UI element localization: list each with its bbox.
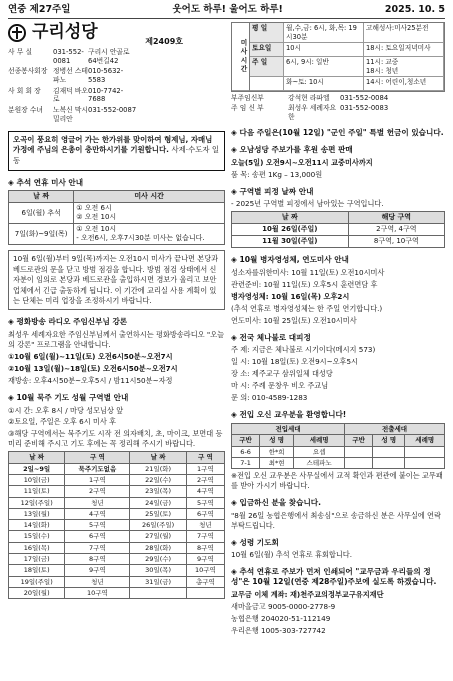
chuseok-mass-table: 날 짜 미사 시간 6일(월) 추석 ① 오전 6시 ② 오전 10시 7일(화)~9일(목) ① 오전 10시 - 오전6시, 오후7시30분 미사는 없습니다. [8,190,225,245]
welcome-title: ◈ 전입 오신 교우분을 환영합니다! [231,410,347,420]
prayer-title: ◈ 성령 기도회 [231,537,279,547]
staff-contacts: 부주임신부 강석현 라파엘 031-552-0084 주 임 신 부 최성우 세례자요한 031-552-0083 [231,94,389,121]
church-name: 구리성당 [32,22,98,43]
bulletin-motto: 웃어도 하루! 울어도 하루! [172,4,283,15]
liturgical-week: 연중 제27주일 [8,4,71,15]
sick-communion-title: ◈ 10월 병자영성체, 연도미사 안내 [231,255,349,265]
cross-logo-icon [8,24,26,42]
holiday-greeting: 오곡이 풍요히 영글어 가는 한가위를 맞이하여 형제님, 자매님 가정에 주님의 은총이 충만하시기를 기원합니다. 사제·수도자 일동 [8,131,225,171]
church-header [8,22,225,44]
rosary-table: 날 짜 구 역 날 짜 구 역 2일~9일 묵주기도없음 21일(화) 1구역 10일(금) 1구역 22일(수) 2구역 11일(토) 2구역 23일(목) 4구역 12일(주일) 청년 24일(금) 5구역 13일(월) 4구역 25일(토) 6구역 14일(화) 5구역 26일(주일) 청년 15일(수) 6구역 27일(월) 7구역 16일(목) 7구역 28일(화) 8구역 17일(금) 8구역 29일(수) 9구역 18일(토) 9구역 30일(목) 10구역 19일(주일) 청년 31일(금) 총구역 20일(월) 10구역 [8,451,225,599]
retreat-event-title: ◈ 전국 체나불로 대피정 [231,332,311,342]
welcome-table: 전입세대 전출세대 구반 성 명 세례명 구반 성 명 세례명 6-6 한*희 요셉 7-1 최*현 스테파노 [231,423,445,469]
deposit-title: ◈ 입금하신 분을 찾습니다. [231,498,322,507]
closure-notice: 10월 6일(월)부터 9일(목)까지는 오전10시 미사가 끝나면 본당과 베드로관의 문을 닫고 방범 점검을 합니다. 방범 점검 상태에서 신자분이 임의로 본당과 베드로관을 출입하시면 경보가 울리고 보안업체에서 긴급 출동하게 됩니다. 이 기간에 교리실 사용 계획이 있는 단체는 미리 업장을 조정하시기 바랍니다. [8,250,225,310]
military-sunday-title: ◈ 다음 주일은(10월 12일) "군인 주일" 특별 헌금이 있습니다. [231,128,444,138]
mass-times-box: 미사시간 평 일 월,수,금: 6시, 화,목: 19시30분 고해성사:미사25분전 토요일 10시 18시: 토요일저녁미사 주 일 6시, 9시: 일반 11시: 교중 18시: 청년 화~토: 10시 14시: 어린이,청소년 [231,22,445,92]
rosary-section-title: ◈ 10월 묵주 기도 성월 구역별 안내 [8,392,129,402]
right-column: 미사시간 평 일 월,수,금: 6시, 화,목: 19시30분 고해성사:미사25분전 토요일 10시 18시: 토요일저녁미사 주 일 6시, 9시: 일반 11시: 교중 18시: 청년 화~토: 10시 14시: 어린이,청소년 부주임신부 강석현 라파엘 031-552-0084 주 임 신 부 최성우 세례자요한 031-552-0083 ◈ 다음 주일은(10월 12일) "군인 주일" 특별 헌금이 있습니다. ◈ 오남성당 주보가를 후원 송편 판매 오늘(5일) 오전9시~오전11시 교중미사까지 품 목: 송편 1Kg – 13,000원 ◈ 구역별 피정 날짜 안내 - 2025년 구역별 피정에서 남아있는 구역입니다. 날 짜 해당 구역 10월 26일(주일) 2구역, 4구역 11월 30일(주일) 8구역, 10구역 ◈ 10월 병자영성체, 연도미사 안내 성소자를위한미사: 10월 11일(토) 오전10시미사 관련준비: 10월 11일(토) 오후5시 훈련면담 후 병자영성체: 10월 16일(목) 오후2시 (추석 연휴로 병자영성체는 한 주일 연기합니다.) 연도미사: 10월 25일(토) 오전10시미사 ◈ 전국 체나불로 대피정 주 제: 지금은 체나불로 시기이다(메시지 573) 일 시: 10월 18일(토) 오전9시~오후5시 장 소: 제주교구 삼위일체 대성당 마 시: 주례 문창우 비오 주교님 문 의: 010-4589-1283 ◈ 전입 오신 교우분을 환영합니다! 전입세대 전출세대 구반 성 명 세례명 구반 성 명 세례명 6-6 한*희 요셉 7-1 최*현 스테파노 ※전입 오신 교우분은 사무실에서 교적 확인과 편관에 붙이는 교무패를 받아 가시기 바랍니다. ◈ 입금하신 분을 찾습니다. "8월 26일 농협은행에서 최송심"으로 송금하신 분은 사무실에 연락 부탁드립니다. ◈ 성령 기도회 10월 6일(월) 추석 연휴로 휴회합니다. ◈ 추석 연휴로 주보가 먼저 인쇄되어 "교무금과 우리들의 정성"은 10월 12일(연중 제28주일)주보에 실도록 하겠습니다. 교무금 이체 계좌: 재)천주교의정부교구유지재단 새마을금고 9005-0000-2778-9 농협은행 204020-51-112149 우리은행 1005-303-727742 [231,24,444,635]
issue-number: 제2409호 [145,36,183,46]
print-notice: ◈ 추석 연휴로 주보가 먼저 인쇄되어 "교무금과 우리들의 정성"은 10월 12일(연중 제28주일)주보에 실도록 하겠습니다. [231,567,437,586]
zone-retreat-title: ◈ 구역별 피정 날짜 안내 [231,186,314,196]
chuseok-section-title: ◈ 추석 연휴 미사 안내 [8,177,84,187]
bulletin-top-bar [8,4,445,19]
songpyeon-sale-title: ◈ 오남성당 주보가를 후원 송편 판매 [231,145,353,155]
bulletin-date: 2025. 10. 5 [384,4,445,15]
radio-section-title: ◈ 평화방송 라디오 주임신부님 강론 [8,317,128,327]
contact-list: 사 무 실 031-552-0081 구리시 안골로 64번길42 선종봉사회장 정병선 스테파노 010-5632-5583 사 회 회 장 김재덕 바오로 010-7742-7688 분원장 수녀 노복신 막시밀리안 031-552-0087 [8,48,137,123]
left-column: 구리성당 제2409호 사 무 실 031-552-0081 구리시 안골로 64번길42 선종봉사회장 정병선 스테파노 010-5632-5583 사 회 회 장 김재덕 바오로 010-7742-7688 분원장 수녀 노복신 막시밀리안 031-552-0087 오곡이 풍요히 영글어 가는 한가위를 맞이하여 형제님, 자매님 가정에 주님의 은총이 충만하시기를 기원합니다. 사제·수도자 일동 ◈ 추석 연휴 미사 안내 날 짜 미사 시간 6일(월) 추석 ① 오전 6시 ② 오전 10시 7일(화)~9일(목) ① 오전 10시 - 오전6시, 오후7시30분 미사는 없습니다. 10월 6일(월)부터 9일(목)까지는 오전10시 미사가 끝나면 본당과 베드로관의 문을 닫고 방범 점검을 합니다. 방범 점검 상태에서 신자분이 임의로 본당과 베드로관을 출입하시면 경보가 울리고 보안업체에서 긴급 출동하게 됩니다. 이 기간에 교리실 사용 계획이 있는 단체는 미리 업장을 조정하시기 바랍니다. ◈ 평화방송 라디오 주임신부님 강론 최성우 세례자요한 주임신부님께서 출연하시는 평화방송라디오 "오늘의 강론" 프로그램을 안내합니다. ①10월 6일(월)~11일(토) 오전6시50분~오전7시 ②10월 13일(월)~18일(토) 오전6시50분~오전7시 재방송: 오후4시50분~오후5시 / 밤11시50분~자정 ◈ 10월 묵주 기도 성월 구역별 안내 ①시 간: 오후 8시 / 마당 성모님상 앞 ②토요일, 주일은 오후 6시 미사 후 ③해당 구역에서는 묵주기도 시작 전 의자배치, 초, 마이크, 보면대 등 미리 준비해 주시고 기도 후에는 꼭 정리해 주시기 바랍니다. 날 짜 구 역 날 짜 구 역 2일~9일 묵주기도없음 21일(화) 1구역 10일(금) 1구역 22일(수) 2구역 11일(토) 2구역 23일(목) 4구역 12일(주일) 청년 24일(금) 5구역 13일(월) 4구역 25일(토) 6구역 14일(화) 5구역 26일(주일) 청년 15일(수) 6구역 27일(월) 7구역 16일(목) 7구역 28일(화) 8구역 17일(금) 8구역 29일(수) 9구역 18일(토) 9구역 30일(목) 10구역 19일(주일) 청년 31일(금) 총구역 20일(월) 10구역 [8,22,225,599]
zone-retreat-table: 날 짜 해당 구역 10월 26일(주일) 2구역, 4구역 11월 30일(주일) 8구역, 10구역 [231,211,445,248]
